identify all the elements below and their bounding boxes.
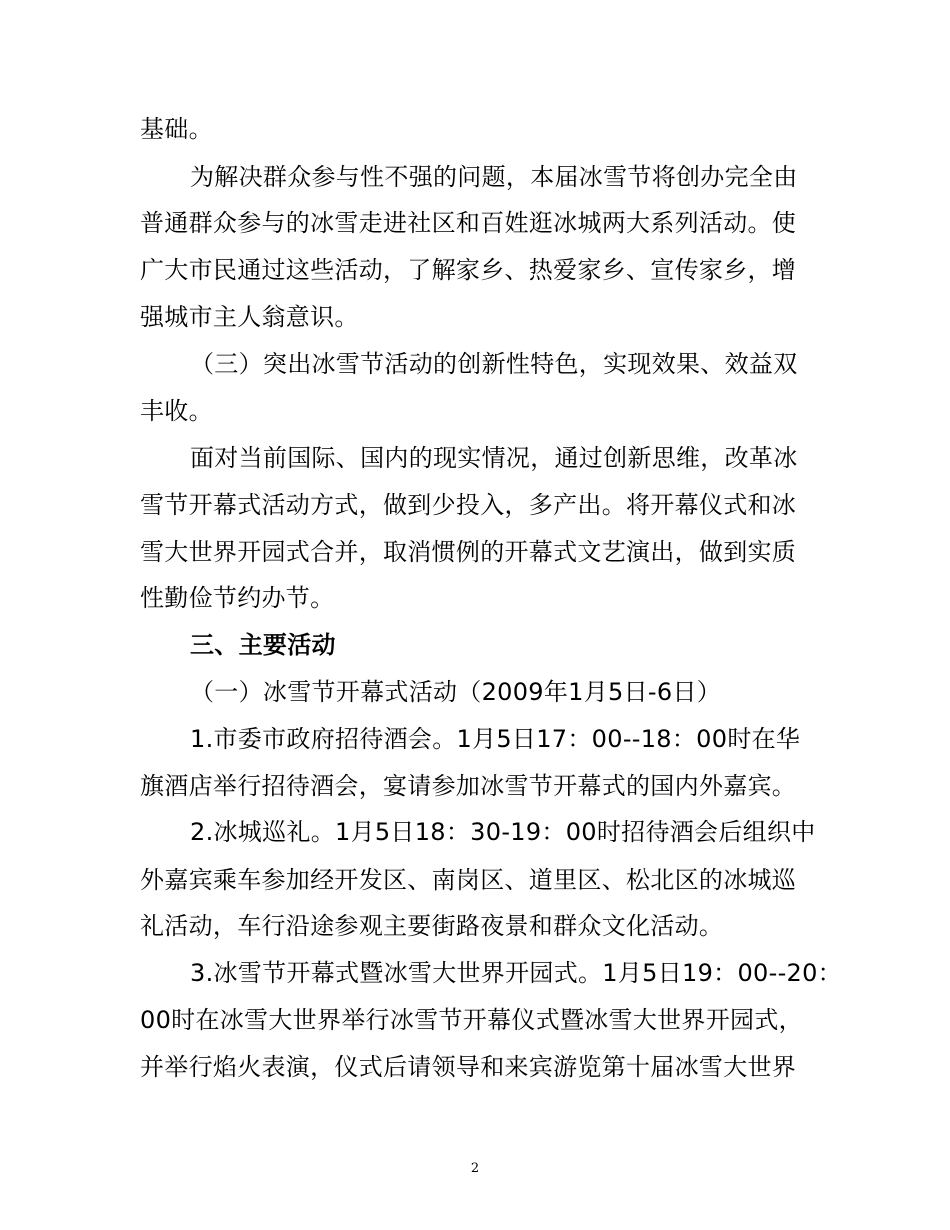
paragraph-line: 性勤俭节约办节。: [140, 584, 335, 612]
paragraph-line: 1.市委市政府招待酒会。1月5日17：00--18：00时在华: [190, 725, 801, 753]
paragraph-line: 礼活动，车行沿途参观主要街路夜景和群众文化活动。: [140, 912, 724, 940]
subsection-heading: （一）冰雪节开幕式活动（2009年1月5日-6日）: [190, 678, 722, 706]
paragraph-line: 广大市民通过这些活动，了解家乡、热爱家乡、宣传家乡，增: [140, 256, 797, 284]
paragraph-line: 强城市主人翁意识。: [140, 303, 359, 331]
paragraph-line: 面对当前国际、国内的现实情况，通过创新思维，改革冰: [190, 444, 798, 472]
paragraph-line: 旗酒店举行招待酒会，宴请参加冰雪节开幕式的国内外嘉宾。: [140, 772, 797, 800]
page-number: 2: [470, 1161, 480, 1176]
section-heading: 三、主要活动: [190, 631, 336, 659]
paragraph-line: 2.冰城巡礼。1月5日18：30-19：00时招待酒会后组织中: [190, 818, 816, 846]
paragraph-line: 为解决群众参与性不强的问题，本届冰雪节将创办完全由: [190, 163, 798, 191]
paragraph-line: 00时在冰雪大世界举行冰雪节开幕仪式暨冰雪大世界开园式，: [140, 1006, 803, 1034]
paragraph-line: 雪节开幕式活动方式，做到少投入，多产出。将开幕仪式和冰: [140, 491, 797, 519]
paragraph-line: 基础。: [140, 115, 213, 143]
paragraph-line: 并举行焰火表演，仪式后请领导和来宾游览第十届冰雪大世界: [140, 1053, 797, 1081]
paragraph-line: 雪大世界开园式合并，取消惯例的开幕式文艺演出，做到实质: [140, 538, 797, 566]
paragraph-line: （三）突出冰雪节活动的创新性特色，实现效果、效益双: [190, 350, 798, 378]
paragraph-line: 丰收。: [140, 397, 213, 425]
paragraph-line: 普通群众参与的冰雪走进社区和百姓逛冰城两大系列活动。使: [140, 209, 797, 237]
paragraph-line: 外嘉宾乘车参加经开发区、南岗区、道里区、松北区的冰城巡: [140, 866, 797, 894]
paragraph-line: 3.冰雪节开幕式暨冰雪大世界开园式。1月5日19：00--20：: [190, 959, 842, 987]
